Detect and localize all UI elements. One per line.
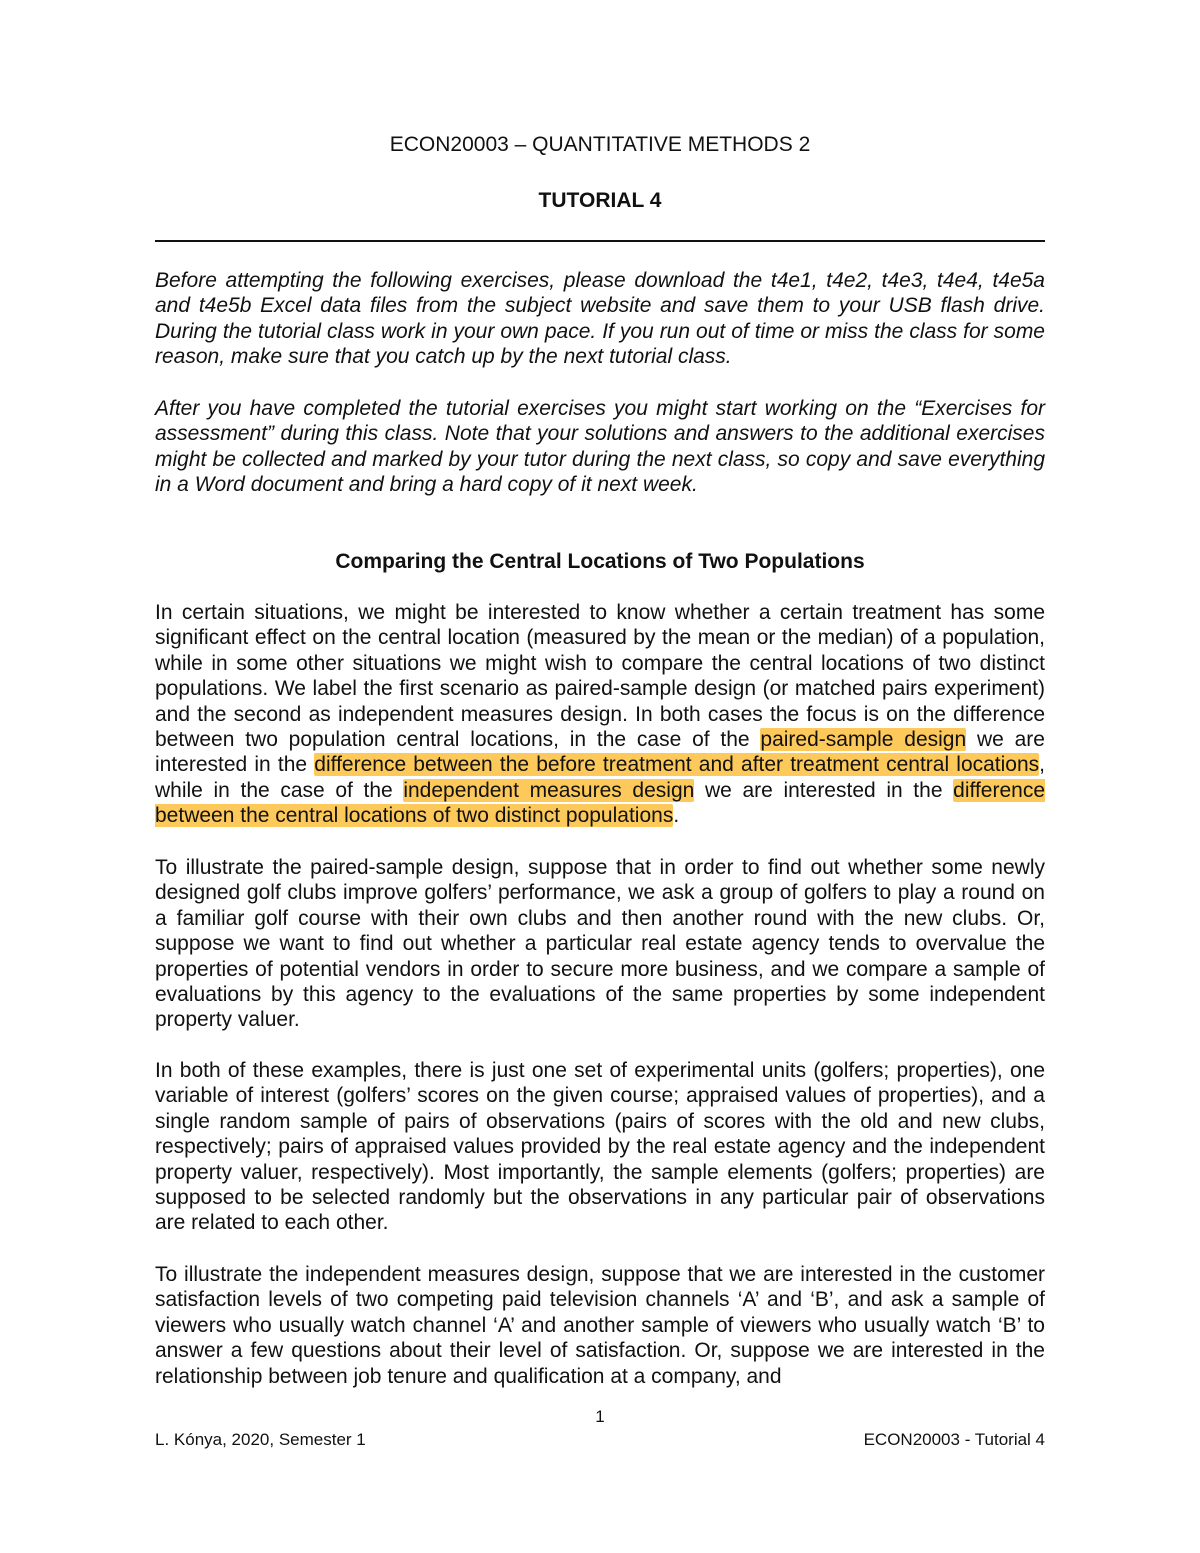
intro-paragraph-2: After you have completed the tutorial exercises you might start working on the “Exercises for assessment” during this class. Note that your solutions and answers to the additional exercises might be collected and marked by your tutor during the next class, so copy and save everything in a Word document and bring a hard copy of it next week. [155,397,1045,497]
paragraph-paired-explanation: In both of these examples, there is just one set of experimental units (golfers; properties), one variable of interest (golfers’ scores on the given course; appraised values of properties), and a single random sample of pairs of observations (pairs of scores with the old and new clubs, respectively; pairs of appraised values provided by the real estate agency and the independent property valuer, respectively). Most importantly, the sample elements (golfers; properties) are supposed to be selected randomly but the observations in any particular pair of observations are related to each other. [155,1059,1045,1235]
highlight-paired-sample-design: paired-sample design [760,728,967,752]
text-segment: . [673,804,680,828]
paragraph-paired-example: To illustrate the paired-sample design, suppose that in order to find out whether some newly designed golf clubs improve golfers’ performance, we ask a group of golfers to play a round on a familiar golf course with their own clubs and then another round with the new clubs. Or, suppose we want to find out whether a particular real estate agency tends to overvalue the properties of potential vendors in order to secure more business, and we compare a sample of evaluations by this agency to the evaluations of the same properties by some independent property valuer. [155,856,1045,1032]
section-heading: Comparing the Central Locations of Two Populations [335,550,865,573]
highlight-before-after-difference: difference between the before treatment and after treatment central locations [314,753,1040,777]
text-segment: we are interested in the [694,778,954,802]
footer-author: L. Kónya, 2020, Semester 1 [155,1430,366,1449]
text-segment: In certain situations, we might be interested to know whether a certain treatment has some significant effect on the central location (measured by the mean or the median) of a population, while in some other situations we might wish to compare the central locations of two distinct populations. We label the first scenario as paired-sample design (or matched pairs experiment) and the second as independent measures design. In both cases the focus is on the difference between two population central locations, in the case of the [155,601,1045,752]
highlight-two-populations-difference: difference between the central locations of two distinct populations [155,778,1046,828]
page-number: 1 [595,1407,605,1426]
highlight-independent-measures-design: independent measures design [403,778,695,802]
intro-paragraph-1: Before attempting the following exercises, please download the t4e1, t4e2, t4e3, t4e4, t4e5a and t4e5b Excel data files from the subject website and save them to your USB flash drive. During the tutorial class work in your own pace. If you run out of time or miss the class for some reason, make sure that you catch up by the next tutorial class. [155,269,1045,369]
footer-course: ECON20003 - Tutorial 4 [863,1430,1045,1449]
text-segment: , while in the case of the [155,753,1046,802]
text-segment: we are interested in the [155,728,1045,777]
paragraph-paired-vs-independent [155,600,1045,829]
course-title: ECON20003 – QUANTITATIVE METHODS 2 [389,133,811,156]
header-rule [155,240,1045,242]
tutorial-title: TUTORIAL 4 [538,189,662,212]
paragraph-independent-example: To illustrate the independent measures design, suppose that we are interested in the customer satisfaction levels of two competing paid television channels ‘A’ and ‘B’, and ask a sample of viewers who usually watch channel ‘A’ and another sample of viewers who usually watch ‘B’ to answer a few questions about their level of satisfaction. Or, suppose we are interested in the relationship between job tenure and qualification at a company, and [155,1263,1045,1388]
